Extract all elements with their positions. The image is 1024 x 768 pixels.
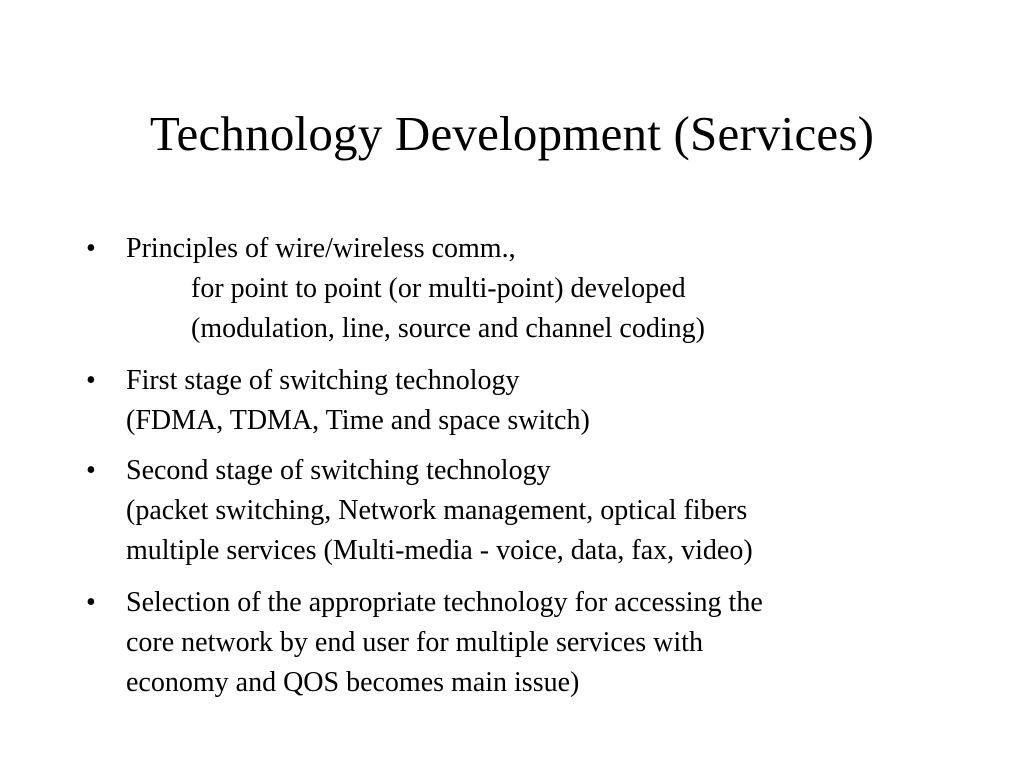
bullet-text	[126, 451, 926, 571]
bullet-line: Second stage of switching technology	[126, 455, 551, 486]
bullet-line: Selection of the appropriate technology for accessing the	[126, 587, 763, 618]
bullet-dot: •	[86, 587, 96, 618]
bullet-dot: •	[86, 365, 96, 396]
bullet-dot: •	[86, 233, 96, 264]
bullet-text	[126, 361, 926, 441]
bullet-line: core network by end user for multiple services with	[126, 627, 703, 658]
bullet-text	[126, 229, 926, 349]
bullet-line: Principles of wire/wireless comm.,	[126, 233, 516, 264]
slide-title: Technology Development (Services)	[149, 106, 875, 161]
bullet-line: (FDMA, TDMA, Time and space switch)	[126, 405, 590, 436]
bullet-line: multiple services (Multi-media - voice, data, fax, video)	[126, 535, 753, 566]
bullet-dot: •	[86, 455, 96, 486]
bullet-line: (packet switching, Network management, optical fibers	[126, 495, 748, 526]
bullet-line: economy and QOS becomes main issue)	[126, 667, 580, 698]
bullet-line: for point to point (or multi-point) developed	[191, 273, 686, 304]
bullet-text	[126, 583, 926, 703]
bullet-line: First stage of switching technology	[126, 365, 520, 396]
bullet-line: (modulation, line, source and channel coding)	[191, 313, 705, 344]
